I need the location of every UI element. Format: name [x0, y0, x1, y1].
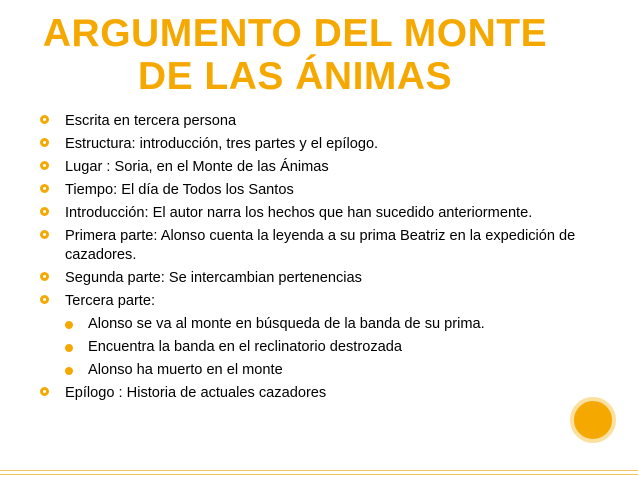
- dot-bullet-icon: [65, 344, 73, 352]
- list-item: [40, 384, 600, 403]
- list-item: [40, 204, 600, 223]
- list-item: [40, 227, 600, 265]
- ring-bullet-icon: [40, 295, 49, 304]
- list-item-text: Epílogo : Historia de actuales cazadores: [65, 385, 327, 401]
- list-item-text: Tercera parte:: [65, 293, 156, 309]
- list-item-text: Introducción: El autor narra los hechos que han sucedido anteriormente.: [65, 205, 533, 221]
- ring-bullet-icon: [40, 161, 49, 170]
- list-item: [40, 181, 600, 200]
- orange-circle-icon: [570, 397, 616, 443]
- dot-bullet-icon: [65, 367, 73, 375]
- list-item: [40, 158, 600, 177]
- list-item-text: Lugar : Soria, en el Monte de las Ánimas: [65, 159, 329, 175]
- dot-bullet-icon: [65, 321, 73, 329]
- bullet-list: [40, 112, 600, 407]
- title-line-2: DE LAS ÁNIMAS: [137, 55, 453, 98]
- list-item: [40, 269, 600, 288]
- sub-list-item: [40, 315, 600, 334]
- list-item-text: Escrita en tercera persona: [65, 113, 237, 129]
- list-item: [40, 292, 600, 311]
- sub-list-item-text: Alonso se va al monte en búsqueda de la banda de su prima.: [88, 316, 485, 332]
- ring-bullet-icon: [40, 115, 49, 124]
- title-line-1: ARGUMENTO DEL MONTE: [42, 12, 548, 55]
- ring-bullet-icon: [40, 387, 49, 396]
- ring-bullet-icon: [40, 272, 49, 281]
- slide-title: [0, 12, 590, 98]
- list-item-text: Segunda parte: Se intercambian pertenencias: [65, 270, 362, 286]
- sub-list-item: [40, 361, 600, 380]
- ring-bullet-icon: [40, 138, 49, 147]
- ring-bullet-icon: [40, 230, 49, 239]
- sub-list-item: [40, 338, 600, 357]
- list-item-text: Primera parte: Alonso cuenta la leyenda a su prima Beatriz en la expedición de cazadores.: [65, 228, 576, 263]
- ring-bullet-icon: [40, 207, 49, 216]
- list-item: [40, 112, 600, 131]
- ring-bullet-icon: [40, 184, 49, 193]
- sub-list-item-text: Encuentra la banda en el reclinatorio destrozada: [88, 339, 402, 355]
- sub-list-item-text: Alonso ha muerto en el monte: [88, 362, 283, 378]
- list-item: [40, 135, 600, 154]
- list-item-text: Estructura: introducción, tres partes y el epílogo.: [65, 136, 379, 152]
- list-item-text: Tiempo: El día de Todos los Santos: [65, 182, 294, 198]
